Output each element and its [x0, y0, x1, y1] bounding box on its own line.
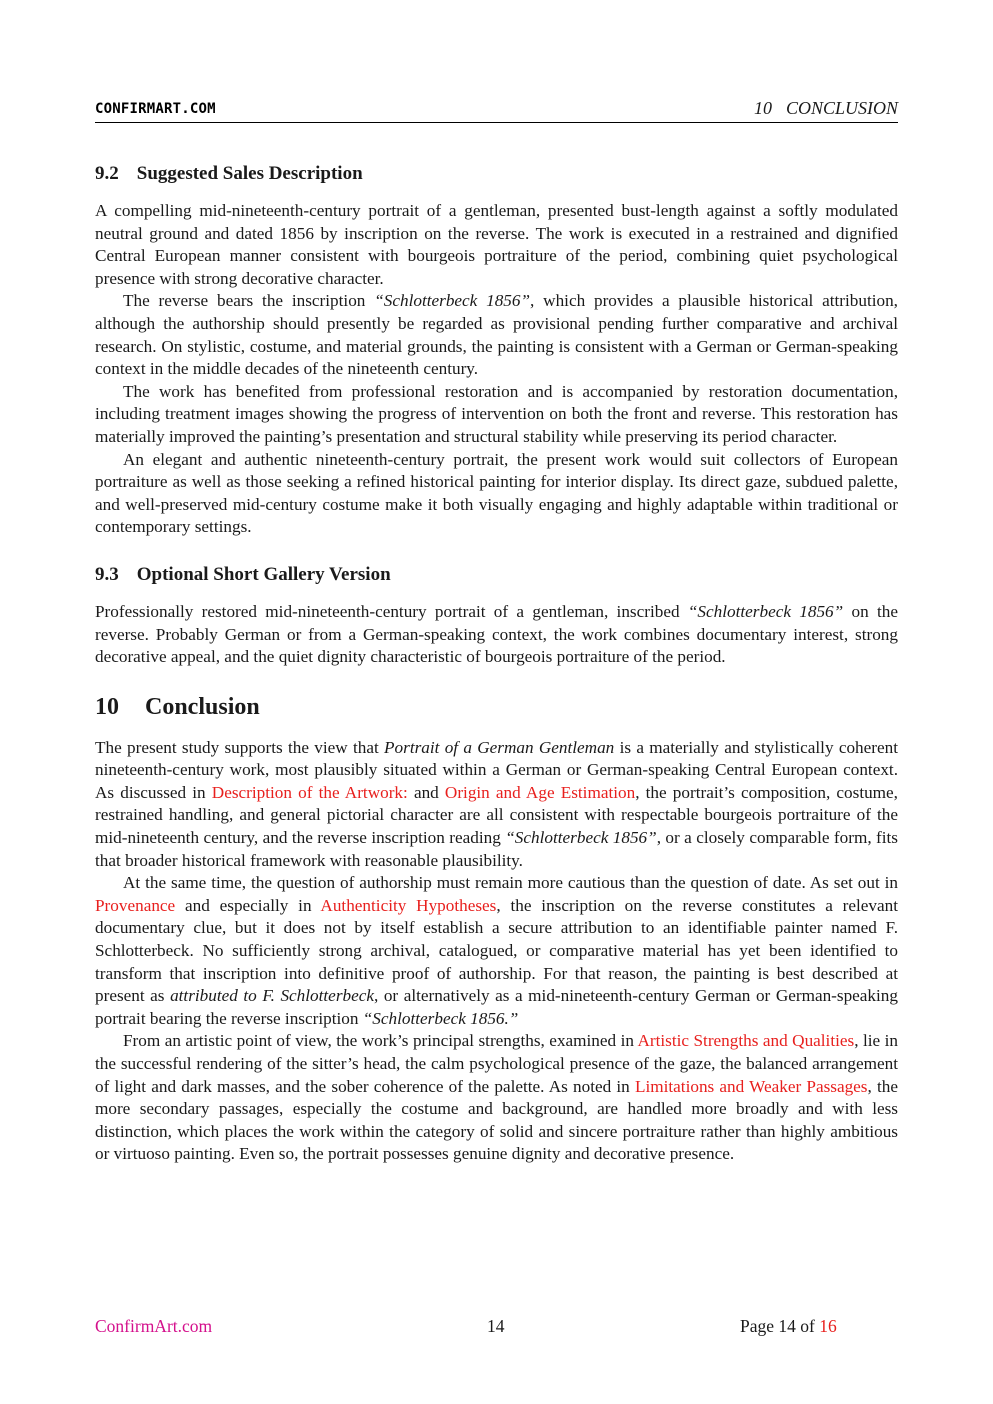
confirmart-logo[interactable]: CONFIRMART.COM — [95, 101, 216, 117]
running-header — [95, 98, 898, 123]
ref-authenticity-hypotheses[interactable]: Authenticity Hypotheses — [320, 895, 497, 915]
page-content — [95, 160, 898, 1188]
ref-limitations[interactable]: Limitations and Weaker Passages — [634, 1076, 868, 1096]
footer-page-of: Page 14 of 16 — [740, 1316, 837, 1336]
footer-site-link[interactable]: ConfirmArt.com — [95, 1316, 213, 1336]
ref-description-of-artwork[interactable]: Description of the Artwork: — [211, 782, 408, 802]
paragraph: The reverse bears the inscription “Schlotterbeck 1856”, which provides a plausible historical attribution, although the authorship should presently be regarded as provisional pending further comparative and archival research. On stylistic, costume, and material grounds, the painting is consistent with a German or German-speaking context in the middle decades of the nineteenth century. — [95, 291, 898, 379]
page-footer — [95, 1316, 898, 1338]
ref-origin-and-age[interactable]: Origin and Age Estimation — [444, 782, 636, 802]
footer-total-pages-link[interactable]: 16 — [819, 1316, 837, 1336]
section-10 — [95, 691, 898, 1166]
section-heading: 10 Conclusion — [95, 693, 260, 720]
section-heading: 9.2 Suggested Sales Description — [95, 163, 363, 184]
paragraph: The work has benefited from professional restoration and is accompanied by restoration documentation, including treatment images showing the progress of intervention on both the front and reverse. This restoration has materially improved the painting’s presentation and structural stability while preserving its period character. — [95, 381, 898, 446]
running-section-title — [754, 98, 898, 119]
ref-artistic-strengths[interactable]: Artistic Strengths and Qualities — [637, 1031, 855, 1051]
section-9-3 — [95, 561, 898, 669]
footer-page-number: 14 — [487, 1316, 505, 1336]
paragraph: A compelling mid-nineteenth-century portrait of a gentleman, presented bust-length against a softly modulated neutral ground and dated 1856 by inscription on the reverse. The work is executed in a restrained and dignified Central European manner consistent with bourgeois portraiture of the period, combining quiet psychological presence with strong decorative character. — [95, 201, 898, 288]
section-9-2 — [95, 160, 898, 539]
paragraph: At the same time, the question of authorship must remain more cautious than the question of date. As set out in Provenance and especially in Authenticity Hypotheses, the inscription on the reverse constitutes a relevant documentary clue, but it does not by itself establish a secure attribution to an identifiable painter named F. Schlotterbeck. No sufficiently strong archival, catalogued, or comparative material has yet been identified to transform that inscription into definitive proof of authorship. For that reason, the painting is best described at present as attributed to F. Schlotterbeck, or alternatively as a mid-nineteenth-century German or German-speaking portrait bearing the reverse inscription “Schlotterbeck 1856.” — [95, 873, 899, 1028]
section-heading: 9.3 Optional Short Gallery Version — [95, 563, 391, 585]
paragraph: The present study supports the view that Portrait of a German Gentleman is a materially and stylistically coherent nineteenth-century work, most plausibly situated within a German or German-speaking Central European context. As discussed in Description of the Artwork: and Origin and Age Estimation, the portrait’s composition, costume, restrained handling, and general pictorial character are all consistent with respectable bourgeois portraiture of the mid-nineteenth century, and the reverse inscription reading “Schlotterbeck 1856”, or a closely comparable form, fits that broader historical framework with reasonable plausibility. — [95, 737, 898, 870]
paragraph: An elegant and authentic nineteenth-century portrait, the present work would suit collectors of European portraiture as well as those seeking a refined historical painting for interior display. Its direct gaze, subdued palette, and well-preserved mid-century costume make it both visually engaging and highly adaptable within traditional or contemporary settings. — [95, 449, 898, 537]
running-section-number: 10 — [753, 98, 772, 118]
paragraph: Professionally restored mid-nineteenth-century portrait of a gentleman, inscribed “Schlotterbeck 1856” on the reverse. Probably German or from a German-speaking context, the work combines documentary interest, strong decorative appeal, and the quiet dignity characteristic of bourgeois portraiture of the period. — [95, 601, 898, 667]
ref-provenance[interactable]: Provenance — [95, 895, 176, 915]
running-section-name: CONCLUSION — [785, 98, 898, 118]
paragraph: From an artistic point of view, the work’s principal strengths, examined in Artistic Strengths and Qualities, lie in the successful rendering of the sitter’s head, the calm psychological presence of the gaze, the balanced arrangement of light and dark masses, and the sober coherence of the palette. As noted in Limitations and Weaker Passages, the more secondary passages, especially the costume and background, are handled more broadly and with less distinction, which places the work within the category of solid and sincere portraiture rather than highly ambitious or virtuoso painting. Even so, the portrait possesses genuine dignity and decorative presence. — [95, 1031, 898, 1164]
